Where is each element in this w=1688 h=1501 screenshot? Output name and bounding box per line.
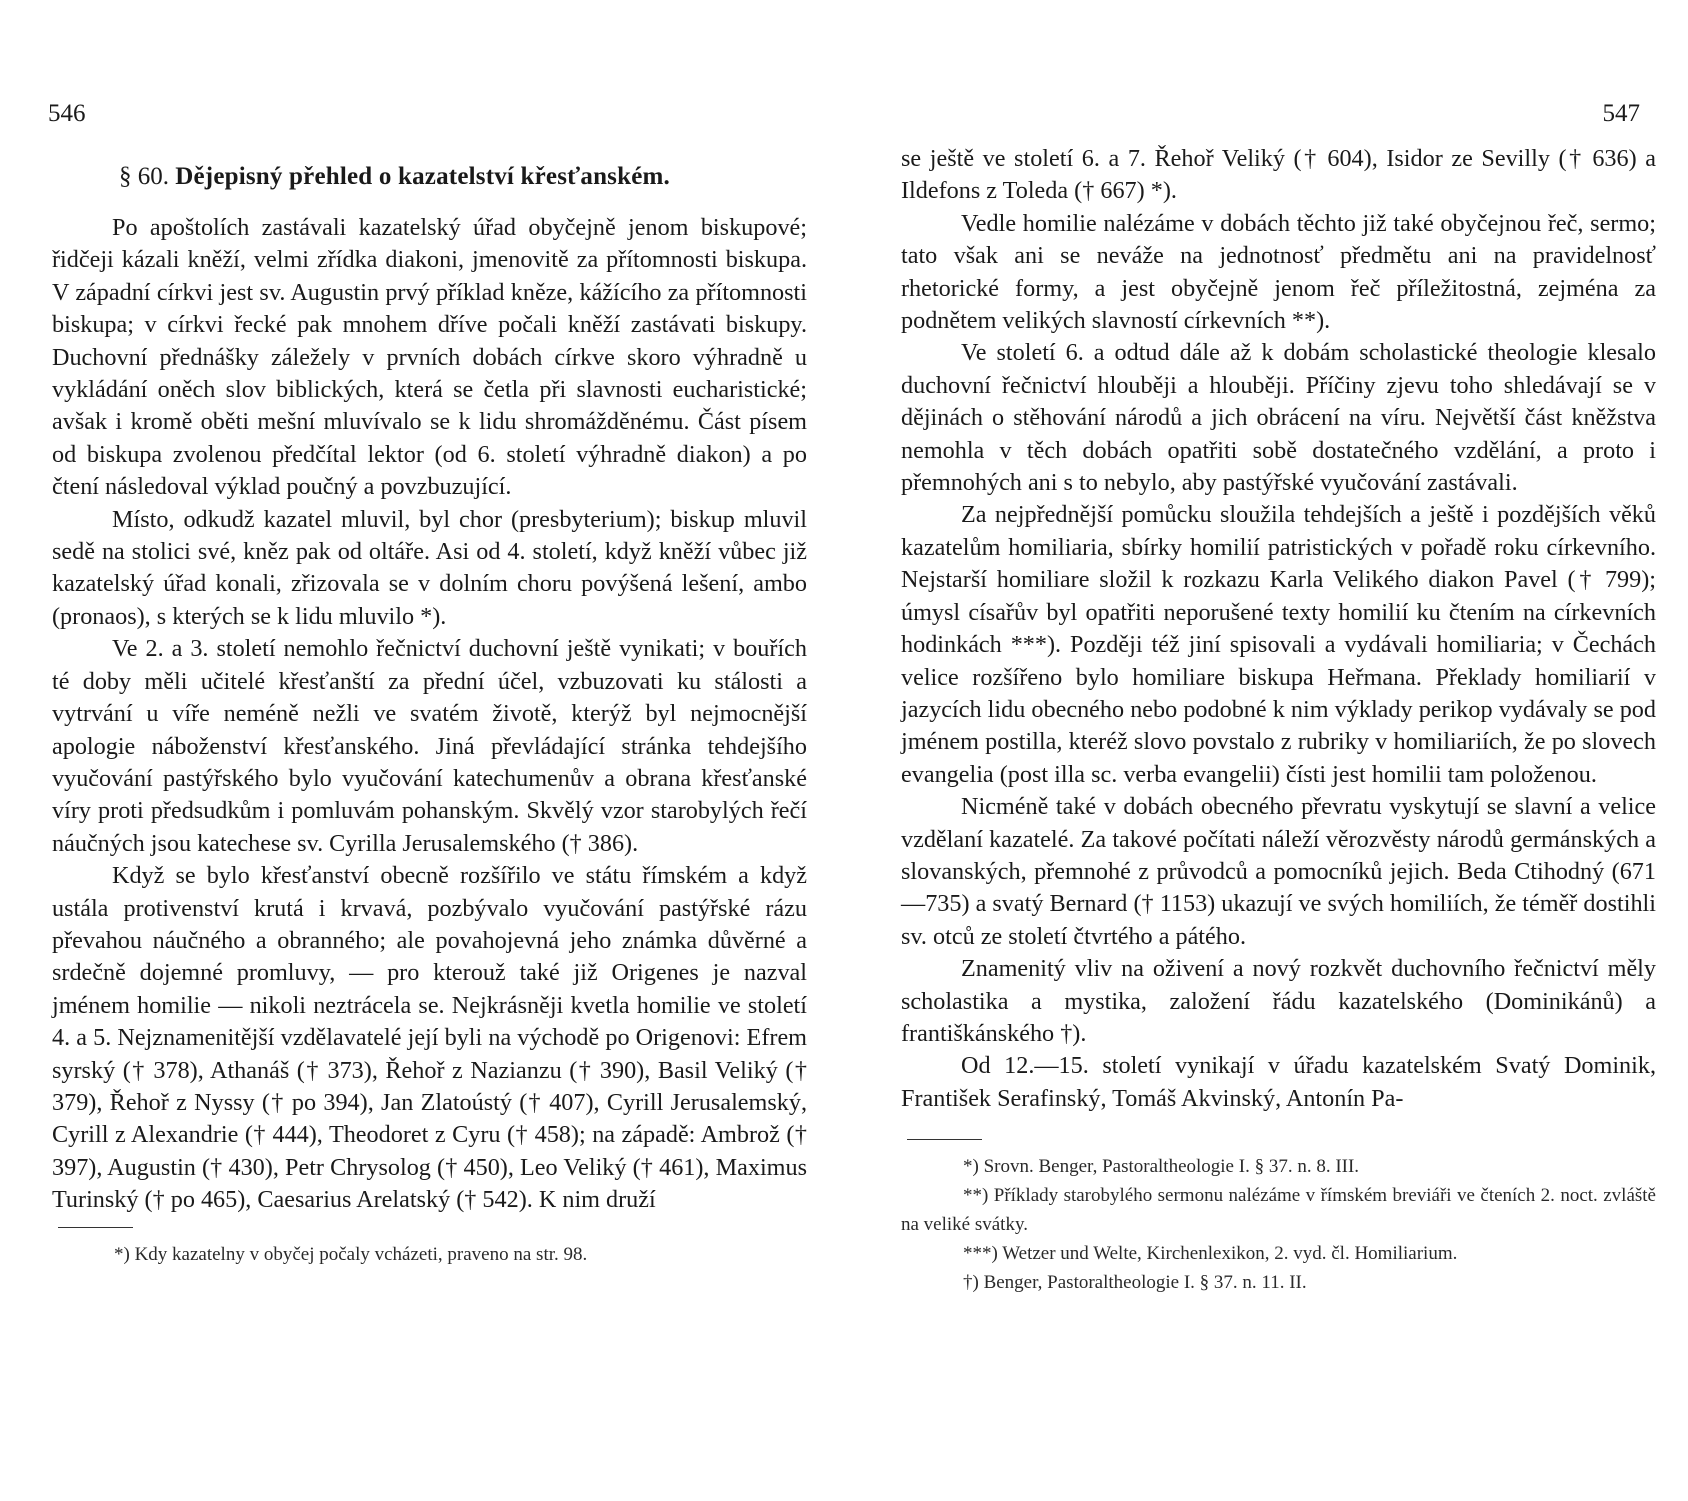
footnote: †) Benger, Pastoraltheologie I. § 37. n. 11. II. [963, 1272, 1307, 1294]
footnotes [52, 1240, 807, 1269]
footnote: ***) Wetzer und Welte, Kirchenlexikon, 2. vyd. čl. Homiliarium. [963, 1243, 1458, 1265]
right-page [844, 0, 1688, 1501]
body-text [901, 143, 1656, 1115]
paragraph: Ve 2. a 3. století nemohlo řečnictví duchovní ještě vynikati; v bouřích té doby měli učitelé křesťanští za přední účel, vzbuzovati ku stálosti a vytrvání u víře neméně nežli ve svatém životě, kterýž byl nejmocnější apologie náboženství křesťanského. Jiná převládající stránka tehdejšího vyučování pastýřského bylo vyučování katechumenův a obrana křesťanské víry proti předsudkům i pomluvám pohanským. Skvělý vzor starobylých řečí náučných jsou katechese sv. Cyrilla Jerusalemského († 386). [52, 635, 807, 857]
paragraph: Znamenitý vliv na oživení a nový rozkvět duchovního řečnictví měly scholastika a mystika, založení řádu kazatelského (Dominikánů) a františkánského †). [901, 955, 1656, 1047]
footnote: *) Srovn. Benger, Pastoraltheologie I. § 37. n. 8. III. [963, 1156, 1360, 1178]
paragraph: Za nejpřednější pomůcku sloužila tehdejších a ještě i pozdějších věků kazatelům homiliaria, sbírky homilií patristických v pořadě roku církevního. Nejstarší homiliare složil k rozkazu Karla Velikého diakon Pavel († 799); úmysl císařův byl opatřiti neporušené texty homilií ku čtením na církevních hodinkách ***). Později též jiní spisovali a vydávali homiliaria; v Čechách velice rozšířeno bylo homiliare biskupa Heřmana. Překlady homiliarií v jazycích lidu obecného nebo podobné k nim výklady perikop vydávaly se pod jménem postilla, kteréž slovo povstalo z rubriky v homiliariích, že po slovech evangelia (post illa sc. verba evangelii) čísti jest homilii tam položenou. [901, 501, 1656, 788]
footnote: *) Kdy kazatelny v obyčej počaly vcházeti, praveno na str. 98. [114, 1243, 588, 1265]
page-number: 547 [1602, 100, 1640, 127]
footnote: **) Příklady starobylého sermonu nalézáme v římském breviáři ve čteních 2. noct. zvláště na veliké svátky. [901, 1185, 1656, 1236]
paragraph: Od 12.—15. století vynikají v úřadu kazatelském Svatý Dominik, František Serafinský, Tomáš Akvinský, Antonín Pa- [901, 1052, 1656, 1112]
paragraph: Vedle homilie nalézáme v dobách těchto již také obyčejnou řeč, sermo; tato však ani se neváže na jednotnosť předmětu ani na pravidelnosť rhetorické formy, a jest obyčejně jenom řeč příležitostná, zejména za podnětem velikých slavností církevních **). [901, 209, 1656, 335]
paragraph: Když se bylo křesťanství obecně rozšířilo ve státu římském a když ustála protivenství krutá i krvavá, pozbývalo vyučování pastýřské rázu převahou náučného a obranného; ale povahojevná jeho známka důvěrné a srdečně dojemné promluvy, — pro kterouž také již Origenes je nazval jménem homilie — nikoli neztrácela se. Nejkrásněji kvetla homilie ve století 4. a 5. Nejznamenitější vzdělavatelé její byli na východě po Origenovi: Efrem syrský († 378), Athanáš († 373), Řehoř z Nazianzu († 390), Basil Veliký († 379), Řehoř z Nyssy († po 394), Jan Zlatoústý († 407), Cyrill Jerusalemský, Cyrill z Alexandrie († 444), Theodoret z Cyru († 458); na západě: Ambrož († 397), Augustin († 430), Petr Chrysolog († 450), Leo Veliký († 461), Maximus Turinský († po 465), Caesarius Arelatský († 542). K nim druží [52, 862, 807, 1214]
paragraph: Ve století 6. a odtud dále až k dobám scholastické theologie klesalo duchovní řečnictví hlouběji a hlouběji. Příčiny zjevu toho shledávají se v dějinách o stěhování národů a jich obrácení na víru. Největší část kněžstva nemohla v těch dobách opatřiti sobě dostatečného vzdělání, a proto i přemnohých ani s to nebylo, aby pastýřské vyučování zastávali. [901, 339, 1656, 497]
page-number: 546 [48, 100, 86, 127]
left-column [52, 163, 807, 1269]
paragraph: Po apoštolích zastávali kazatelský úřad obyčejně jenom biskupové; řidčeji kázali kněží, velmi zřídka diakoni, jmenovitě za přítomnosti biskupa. V západní církvi jest sv. Augustin prvý příklad kněze, kážícího za přítomnosti biskupa; v církvi řecké pak mnohem dříve počali kněží zastávati biskupy. Duchovní přednášky záležely v prvních dobách církve skoro výhradně u vykládání oněch slov biblických, která se četla při slavnosti eucharistické; avšak i kromě oběti mešní mluvívalo se k lidu shromážděnému. Část písem od biskupa zvolenou předčítal lektor (od 6. století výhradně diakon) a po čtení následoval výklad poučný a povzbuzující. [52, 214, 807, 501]
section-heading [52, 163, 807, 191]
section-number: § 60. [119, 163, 169, 190]
footnotes [901, 1152, 1656, 1297]
paragraph: Nicméně také v dobách obecného převratu vyskytují se slavní a velice vzdělaní kazatelé. Za takové počítati náleží věrozvěsty národů germánských a slovanských, přemnohé z průvodců a pomocníků jejich. Beda Ctihodný (671—735) a svatý Bernard († 1153) ukazují ve svých homiliích, že téměř dostihli sv. otců ze století čtvrtého a pátého. [901, 793, 1656, 950]
section-title: Dějepisný přehled o kazatelství křesťanském. [175, 163, 670, 190]
paragraph: se ještě ve století 6. a 7. Řehoř Veliký († 604), Isidor ze Sevilly († 636) a Ildefons z Toleda († 667) *). [901, 145, 1656, 205]
footnote-rule [907, 1139, 982, 1140]
footnote-rule [58, 1227, 133, 1228]
right-column [901, 143, 1656, 1297]
body-text [52, 212, 807, 1217]
paragraph: Místo, odkudž kazatel mluvil, byl chor (presbyterium); biskup mluvil sedě na stolici své, kněz pak od oltáře. Asi od 4. století, když kněží vůbec již kazatelský úřad konali, zřizovala se v dolním choru povýšená lešení, ambo (pronaos), s kterých se k lidu mluvilo *). [52, 505, 807, 630]
